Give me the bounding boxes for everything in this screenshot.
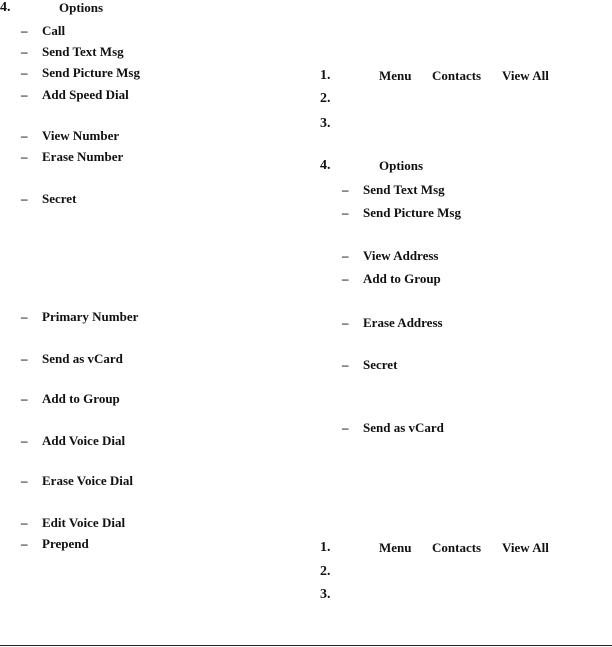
right-step-1-number: 1.	[320, 68, 331, 83]
dash: –	[21, 351, 28, 366]
right-step-3-number: 3.	[320, 116, 331, 131]
right-step-2-number: 2.	[320, 91, 331, 106]
dash: –	[342, 420, 349, 435]
dash: –	[21, 149, 28, 164]
left-option-edit-voice-dial: Edit Voice Dial	[42, 515, 126, 530]
left-option-send-text-msg: Send Text Msg	[42, 44, 124, 59]
left-step-4-label: Options	[59, 0, 104, 15]
right-bottom-path-menu: Menu	[379, 540, 412, 555]
left-option-secret: Secret	[42, 191, 77, 206]
dash: –	[342, 182, 349, 197]
dash: –	[21, 309, 28, 324]
right-option-secret: Secret	[363, 357, 398, 372]
dash: –	[342, 357, 349, 372]
left-option-add-to-group: Add to Group	[42, 391, 120, 406]
right-option-add-to-group: Add to Group	[363, 271, 441, 286]
right-step-4-label: Options	[379, 158, 424, 173]
right-step-4-number: 4.	[320, 158, 331, 173]
left-step-4-number: 4.	[0, 0, 11, 15]
left-option-send-as-vcard: Send as vCard	[42, 351, 123, 366]
left-option-primary-number: Primary Number	[42, 309, 139, 324]
dash: –	[21, 473, 28, 488]
dash: –	[342, 205, 349, 220]
dash: –	[21, 128, 28, 143]
left-option-prepend: Prepend	[42, 536, 89, 551]
left-option-erase-number: Erase Number	[42, 149, 124, 164]
right-bottom-step-1-number: 1.	[320, 540, 331, 555]
dash: –	[21, 191, 28, 206]
right-option-send-as-vcard: Send as vCard	[363, 420, 444, 435]
right-path-view-all: View All	[502, 68, 549, 83]
left-option-add-voice-dial: Add Voice Dial	[42, 433, 126, 448]
right-bottom-step-3-number: 3.	[320, 587, 331, 602]
right-path-menu: Menu	[379, 68, 412, 83]
dash: –	[21, 536, 28, 551]
dash: –	[21, 515, 28, 530]
dash: –	[342, 248, 349, 263]
right-path-contacts: Contacts	[432, 68, 482, 83]
footer-rule	[0, 645, 612, 646]
dash: –	[21, 23, 28, 38]
right-bottom-path-view-all: View All	[502, 540, 549, 555]
left-option-erase-voice-dial: Erase Voice Dial	[42, 473, 133, 488]
right-option-erase-address: Erase Address	[363, 315, 443, 330]
dash: –	[21, 391, 28, 406]
right-option-send-text-msg: Send Text Msg	[363, 182, 445, 197]
right-option-send-picture-msg: Send Picture Msg	[363, 205, 461, 220]
dash: –	[21, 65, 28, 80]
dash: –	[21, 87, 28, 102]
dash: –	[21, 44, 28, 59]
right-bottom-step-2-number: 2.	[320, 564, 331, 579]
left-option-add-speed-dial: Add Speed Dial	[42, 87, 129, 102]
dash: –	[342, 315, 349, 330]
dash: –	[342, 271, 349, 286]
left-option-send-picture-msg: Send Picture Msg	[42, 65, 140, 80]
dash: –	[21, 433, 28, 448]
left-option-call: Call	[42, 23, 66, 38]
right-option-view-address: View Address	[363, 248, 439, 263]
right-bottom-path-contacts: Contacts	[432, 540, 482, 555]
left-option-view-number: View Number	[42, 128, 120, 143]
